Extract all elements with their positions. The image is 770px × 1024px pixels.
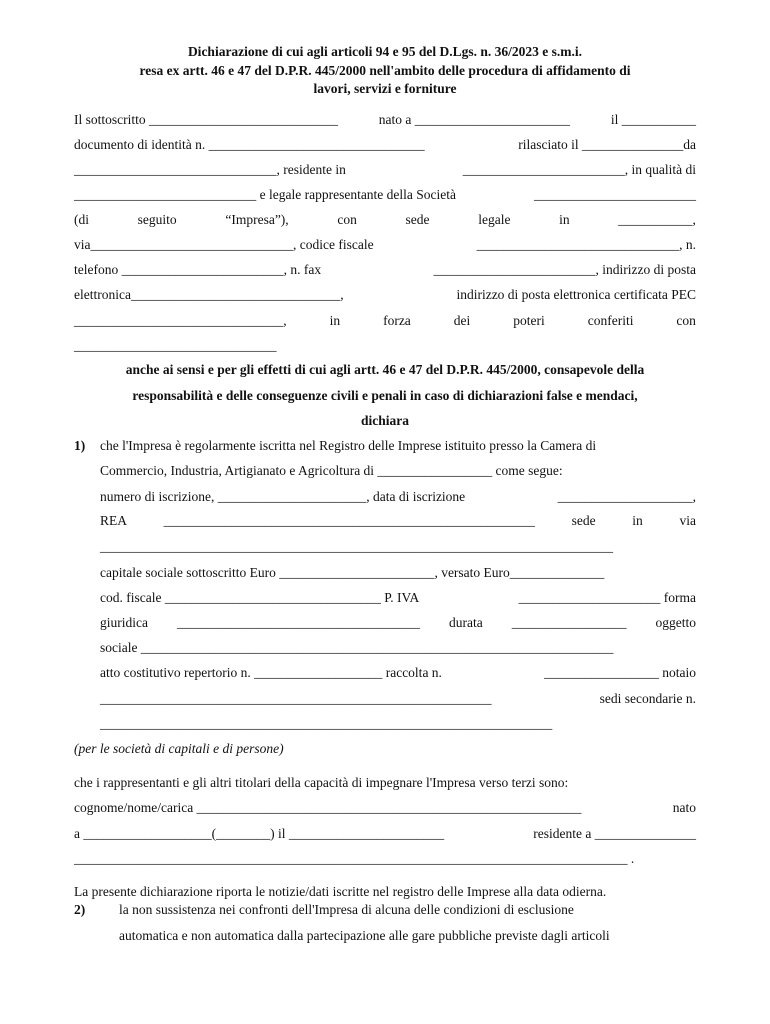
representative-extra-field[interactable]: __________________________________________________________________________________ . — [74, 851, 635, 866]
declarant-line-3 — [74, 161, 696, 179]
powers-field[interactable]: ______________________________ — [74, 338, 277, 353]
item-1-line-7 — [100, 589, 696, 607]
item-1-line-1: che l'Impresa è regolarmente iscritta nel Registro delle Imprese istituito presso la Camera di — [100, 438, 597, 453]
representatives-line-2 — [74, 799, 696, 817]
item-1-line-4 — [100, 512, 696, 530]
declarant-line-2 — [74, 136, 696, 154]
statement-line-1: anche ai sensi e per gli effetti di cui agli artt. 46 e 47 del D.P.R. 445/2000, consapevole della — [125, 362, 645, 377]
vat-field[interactable]: _____________________ forma — [518, 590, 696, 605]
item-1-line-10 — [100, 664, 696, 682]
pec-label: indirizzo di posta elettronica certificata PEC — [456, 287, 696, 302]
document-title-line-2: resa ex artt. 46 e 47 del D.P.R. 445/2000 nell'ambito delle procedura di affidamento di — [139, 63, 631, 78]
word: forza — [383, 313, 411, 328]
company-name-field[interactable]: ________________________ — [534, 187, 696, 202]
declares-heading: dichiara — [360, 413, 409, 428]
role-field[interactable]: ________________________, in qualità di — [462, 162, 696, 177]
share-capital-field[interactable]: capitale sociale sottoscritto Euro _______________________, versato Euro______________ — [100, 565, 605, 580]
deed-repertory-field[interactable]: atto costitutivo repertorio n. ___________________ raccolta n. — [100, 665, 442, 680]
notary-field[interactable]: _________________ notaio — [544, 665, 696, 680]
word: con — [676, 313, 696, 328]
representatives-line-3 — [74, 825, 696, 843]
declarant-line-7 — [74, 261, 696, 279]
declarant-line-9 — [74, 312, 696, 330]
rea-label: REA — [100, 513, 127, 528]
word: durata — [448, 615, 483, 630]
office-address-field[interactable]: ____________________________________________________________________________ — [100, 539, 613, 554]
word: via — [679, 513, 696, 528]
word: seguito — [137, 212, 177, 227]
declarant-line-1 — [74, 111, 696, 129]
declarant-line-5 — [74, 211, 696, 229]
word: “Impresa”), — [225, 212, 289, 227]
registry-note: La presente dichiarazione riporta le notizie/dati iscritte nel registro delle Imprese alla data odierna. — [74, 884, 607, 899]
street-field[interactable]: via______________________________, codice fiscale — [74, 237, 374, 252]
id-document-field[interactable]: documento di identità n. ________________________________ — [74, 137, 425, 152]
company-type-note: (per le società di capitali e di persone) — [74, 741, 284, 756]
declarant-line-8 — [74, 286, 696, 304]
declarant-line-4 — [74, 186, 696, 204]
word: dei — [453, 313, 471, 328]
word: nato — [672, 800, 696, 815]
document-title-line-3: lavori, servizi e forniture — [313, 81, 457, 96]
item-1-line-8 — [100, 614, 696, 632]
representative-birth-field[interactable]: a ___________________(________) il _______________________ — [74, 826, 445, 841]
duration-field[interactable]: _________________ — [511, 615, 627, 630]
email-field[interactable]: elettronica_______________________________, — [74, 287, 344, 302]
word: sede — [571, 513, 596, 528]
item-2-line-2: automatica e non automatica dalla partecipazione alle gare pubbliche previste dagli articoli — [119, 928, 610, 943]
legal-form-field[interactable]: ____________________________________ — [176, 615, 420, 630]
item-1-line-11 — [100, 690, 696, 708]
statement-line-2: responsabilità e delle conseguenze civili e penali in caso di dichiarazioni false e mendaci, — [132, 388, 638, 403]
registration-date-field[interactable]: ____________________, — [557, 489, 696, 504]
word: oggetto — [655, 615, 696, 630]
corporate-purpose-field[interactable]: sociale ______________________________________________________________________ — [100, 640, 614, 655]
word: poteri — [513, 313, 545, 328]
phone-field[interactable]: telefono ________________________, n. fax — [74, 262, 322, 277]
item-2-line-1: la non sussistenza nei confronti dell'Impresa di alcuna delle condizioni di esclusione — [119, 902, 574, 917]
word: con — [337, 212, 357, 227]
item-1-line-3 — [100, 488, 696, 506]
document-title-line-1: Dichiarazione di cui agli articoli 94 e 95 del D.Lgs. n. 36/2023 e s.m.i. — [187, 44, 583, 59]
word: legale — [478, 212, 511, 227]
item-2-number: 2) — [74, 902, 86, 917]
representative-name-field[interactable]: cognome/nome/carica _________________________________________________________ — [74, 800, 582, 815]
word: (di — [74, 212, 89, 227]
residence-field[interactable]: ______________________________, residente in — [74, 162, 346, 177]
registered-office-city-field[interactable]: ___________, — [618, 212, 696, 227]
birthdate-field[interactable]: il ___________ — [610, 112, 696, 127]
legal-representative-text: ___________________________ e legale rappresentante della Società — [74, 187, 457, 202]
word: giuridica — [100, 615, 148, 630]
pec-field[interactable]: _______________________________, — [74, 313, 287, 328]
word: in — [329, 313, 341, 328]
chamber-of-commerce-field[interactable]: Commercio, Industria, Artigianato e Agricoltura di _________________ come segue: — [100, 463, 563, 478]
birthplace-field[interactable]: nato a _______________________ — [378, 112, 571, 127]
issued-by-field[interactable]: rilasciato il _______________da — [518, 137, 696, 152]
registration-number-field[interactable]: numero di iscrizione, ______________________, data di iscrizione — [100, 489, 466, 504]
word: conferiti — [587, 313, 634, 328]
declarant-line-6 — [74, 236, 696, 254]
declarant-name-field[interactable]: Il sottoscritto ____________________________ — [74, 112, 338, 127]
item-1-number: 1) — [74, 438, 86, 453]
tax-code-field[interactable]: ______________________________, n. — [476, 237, 696, 252]
representative-residence-field[interactable]: residente a _______________ — [533, 826, 696, 841]
fax-field[interactable]: ________________________, indirizzo di posta — [433, 262, 696, 277]
secondary-offices-field[interactable]: ___________________________________________________________________ — [100, 716, 553, 731]
notary-name-field[interactable]: __________________________________________________________ — [100, 691, 492, 706]
representatives-intro: che i rappresentanti e gli altri titolari della capacità di impegnare l'Impresa verso terzi sono: — [74, 775, 569, 790]
word: sede — [405, 212, 430, 227]
company-tax-code-field[interactable]: cod. fiscale ________________________________ P. IVA — [100, 590, 420, 605]
secondary-offices-label: sedi secondarie n. — [599, 691, 696, 706]
word: in — [632, 513, 643, 528]
rea-field[interactable]: _______________________________________________________ — [163, 513, 535, 528]
word: in — [559, 212, 570, 227]
